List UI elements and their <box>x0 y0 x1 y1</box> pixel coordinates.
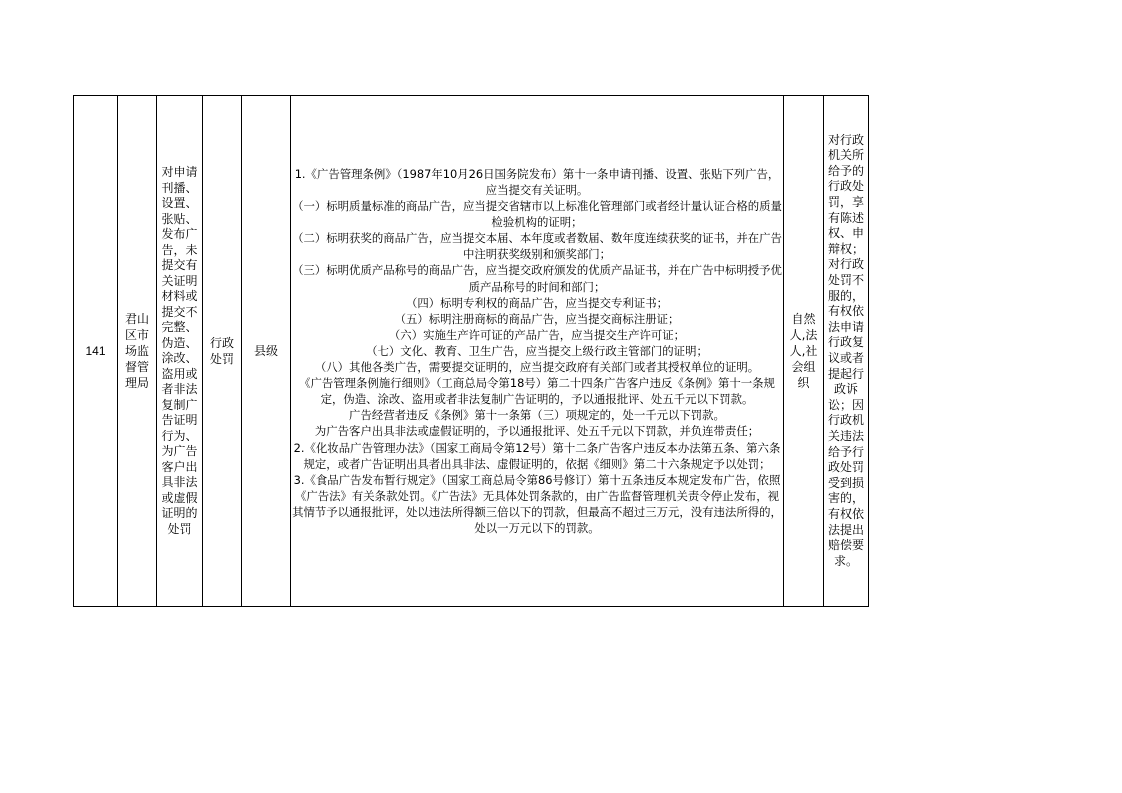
power-type-cell <box>203 96 242 607</box>
level-cell <box>242 96 291 607</box>
organization-name: 君山区市场监督管理局 <box>124 312 149 390</box>
rights-cell <box>824 96 869 607</box>
legal-basis-cell <box>291 96 784 607</box>
legal-basis-line: （一）标明质量标准的商品广告，应当提交省辖市以上标准化管理部门或者经计量认证合格的质量检验机构的证明； <box>292 199 782 230</box>
legal-basis-line: 广告经营者违反《条例》第十一条第（三）项规定的，处一千元以下罚款。 <box>349 408 725 423</box>
legal-basis-line: 1.《广告管理条例》（1987年10月26日国务院发布）第十一条申请刊播、设置、张贴下列广告，应当提交有关证明。 <box>294 166 780 198</box>
target-object-cell <box>784 96 824 607</box>
legal-basis-line: （四）标明专利权的商品广告，应当提交专利证书； <box>406 295 668 310</box>
legal-basis-line: （六）实施生产许可证的产品广告，应当提交生产许可证； <box>388 327 686 342</box>
legal-basis-line: 3.《食品广告发布暂行规定》（国家工商总局令第86号修订）第十五条违反本规定发布广告，依照《广告法》有关条款处罚。《广告法》无具体处罚条款的，由广告监督管理机关责令停止发布，视其情节予以通报批评，处以违法所得额三倍以下的罚款，但最高不超过三万元，没有违法所得的，处以一万元以下的罚款。 <box>292 472 782 535</box>
legal-basis-line: （八）其他各类广告，需要提交证明的，应当提交政府有关部门或者其授权单位的证明。 <box>314 360 760 375</box>
legal-basis-line: （三）标明优质产品称号的商品广告，应当提交政府颁发的优质产品证书，并在广告中标明授予优质产品称号的时间和部门； <box>292 263 782 294</box>
exercise-level: 县级 <box>253 344 278 358</box>
matter-cell <box>157 96 203 607</box>
row-number-cell <box>74 96 118 607</box>
organization-cell <box>118 96 157 607</box>
legal-basis-line: （七）文化、教育、卫生广告，应当提交上级行政主管部门的证明； <box>366 343 708 358</box>
legal-basis-line: 2.《化妆品广告管理办法》（国家工商局令第12号）第十二条广告客户违反本办法第五条、第六条规定，或者广告证明出具者出具非法、虚假证明的，依据《细则》第二十六条规定予以处罚； <box>293 440 781 471</box>
row-number: 141 <box>85 344 106 358</box>
power-type: 行政处罚 <box>209 336 234 366</box>
legal-basis-line: （五）标明注册商标的商品广告，应当提交商标注册证； <box>394 311 680 326</box>
power-list-table <box>73 95 869 607</box>
legal-basis-line: （二）标明获奖的商品广告，应当提交本届、本年度或者数届、数年度连续获奖的证书，并在广告中注明获奖级别和颁奖部门； <box>292 231 782 262</box>
rights-text: 对行政机关所给予的行政处罚，享有陈述权、申辩权；对行政处罚不服的，有权依法申请行政复议或者提起行政诉讼；因行政机关违法给予行政处罚受到损害的，有权依法提出赔偿要求。 <box>827 132 864 568</box>
legal-basis-line: 《广告管理条例施行细则》（工商总局令第18号）第二十四条广告客户违反《条例》第十一条规定，伪造、涂改、盗用或者非法复制广告证明的，予以通报批评、处五千元以下罚款。 <box>299 376 775 407</box>
legal-basis-line: 为广告客户出具非法或虚假证明的，予以通报批评、处五千元以下罚款，并负连带责任； <box>314 424 760 439</box>
matter-name: 对申请刊播、设置、张贴、发布广告，未提交有关证明材料或提交不完整、伪造、涂改、盗用或者非法复制广告证明行为、为广告客户出具非法或虚假证明的处罚 <box>161 165 198 536</box>
table-row <box>74 96 869 607</box>
target-object: 自然人,法人,社会组织 <box>789 312 818 390</box>
